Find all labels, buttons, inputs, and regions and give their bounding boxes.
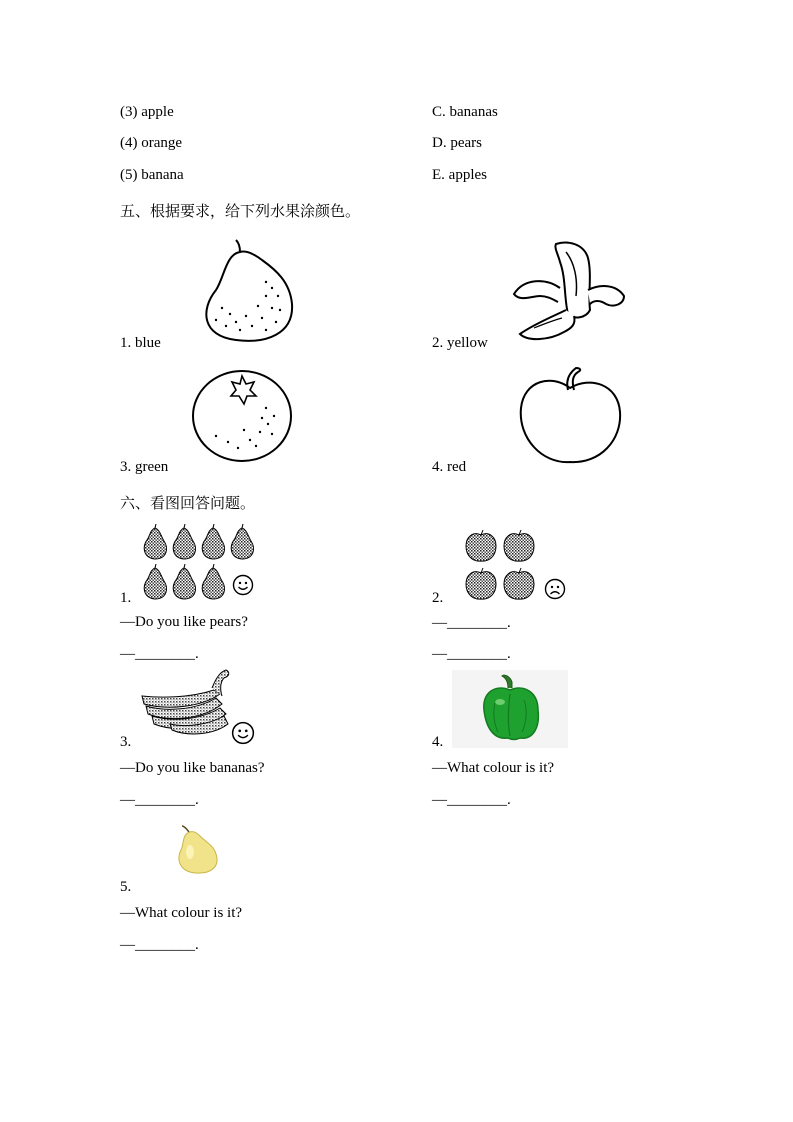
q4-answer-blank[interactable]: —________.	[432, 792, 511, 808]
q3-answer-blank[interactable]: —________.	[120, 792, 199, 808]
section6-heading: 六、看图回答问题。	[120, 494, 256, 512]
section5-heading: 五、根据要求，给下列水果涂颜色。	[120, 202, 361, 220]
color-item-2: 2. yellow	[432, 335, 488, 351]
match-right-d: D. pears	[432, 135, 482, 151]
pear-outline-image	[196, 238, 296, 344]
color-item-3: 3. green	[120, 459, 169, 475]
green-pepper-image	[452, 670, 568, 748]
match-right-e: E. apples	[432, 167, 487, 183]
match-left-3: (3) apple	[120, 104, 174, 120]
q5-question: —What colour is it?	[120, 905, 243, 921]
match-left-5: (5) banana	[120, 167, 184, 183]
yellow-pear-image	[176, 824, 222, 876]
banana-outline-image	[510, 238, 628, 346]
match-right-c: C. bananas	[432, 104, 498, 120]
q3-number: 3.	[120, 734, 132, 750]
q1-number: 1.	[120, 590, 132, 606]
q5-number: 5.	[120, 879, 132, 895]
q1-question: —Do you like pears?	[120, 614, 248, 630]
orange-outline-image	[190, 368, 294, 464]
q2-number: 2.	[432, 590, 444, 606]
sad-face-icon	[544, 578, 566, 600]
match-left-4: (4) orange	[120, 135, 183, 151]
q3-question: —Do you like bananas?	[120, 760, 265, 776]
q1-answer-blank[interactable]: —________.	[120, 646, 199, 662]
apples-group-image	[463, 527, 543, 603]
q4-number: 4.	[432, 734, 444, 750]
smiley-face-icon	[231, 721, 255, 745]
q2-answer-blank-1[interactable]: —________.	[432, 615, 511, 631]
apple-outline-image	[518, 366, 624, 466]
bananas-bunch-image	[140, 668, 232, 736]
q2-answer-blank-2[interactable]: —________.	[432, 646, 511, 662]
color-item-1: 1. blue	[120, 335, 161, 351]
q4-question: —What colour is it?	[432, 760, 555, 776]
smiley-face-icon	[232, 574, 254, 596]
color-item-4: 4. red	[432, 459, 467, 475]
q5-answer-blank[interactable]: —________.	[120, 937, 199, 953]
